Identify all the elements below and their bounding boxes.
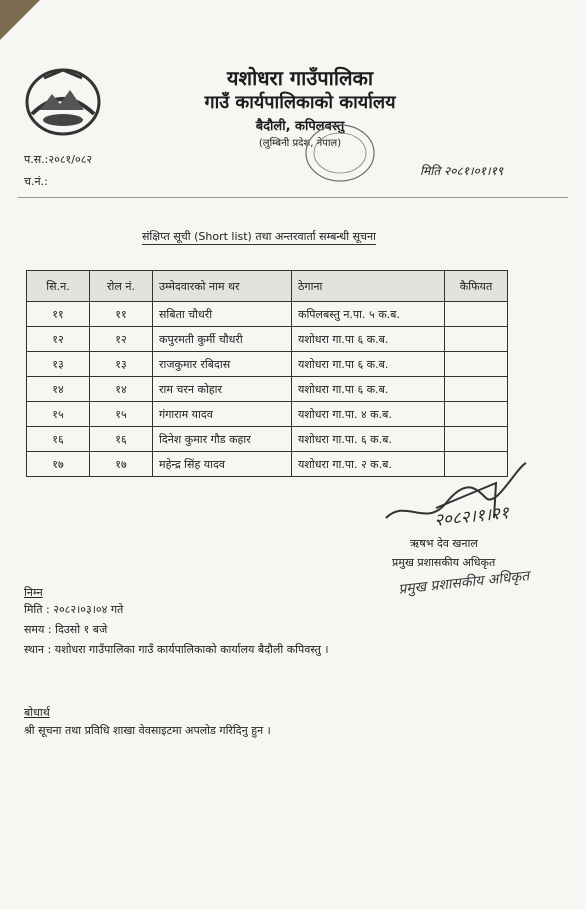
office-title: यशोधरा गाउँपालिका	[226, 66, 374, 90]
shortlist-table	[26, 270, 508, 477]
cell-roll: १३	[90, 352, 153, 377]
chalani-number: च.नं.:	[24, 175, 48, 188]
cell-roll: १५	[90, 402, 153, 427]
office-address: बैदौली, कपिलवस्तु	[255, 119, 345, 134]
cell-roll: १२	[90, 327, 153, 352]
table-row	[27, 302, 508, 327]
cell-serial: ११	[27, 302, 90, 327]
cell-serial: १२	[27, 327, 90, 352]
office-stamp-icon	[300, 118, 380, 188]
cell-remarks	[445, 302, 508, 327]
cell-name: महेन्द्र सिंह यादव	[153, 452, 292, 477]
cell-remarks	[445, 427, 508, 452]
cell-remarks	[445, 377, 508, 402]
office-province: (लुम्बिनी प्रदेश, नेपाल)	[258, 138, 342, 149]
interview-date: मिति : २०८२।०३।०४ गते	[24, 603, 124, 616]
cell-address: यशोधरा गा.पा ६ क.ब.	[292, 352, 445, 377]
cell-roll: ११	[90, 302, 153, 327]
cell-address: यशोधरा गा.पा. ४ क.ब.	[292, 402, 445, 427]
cell-remarks	[445, 352, 508, 377]
cell-name: दिनेश कुमार गौड कहार	[153, 427, 292, 452]
cell-serial: १४	[27, 377, 90, 402]
cell-address: यशोधरा गा.पा. २ क.ब.	[292, 452, 445, 477]
table-row	[27, 402, 508, 427]
col-roll: रोल नं.	[90, 271, 153, 302]
office-subtitle: गाउँ कार्यपालिकाको कार्यालय	[204, 92, 396, 113]
officer-title: प्रमुख प्रशासकीय अधिकृत	[392, 556, 496, 569]
issue-date: मिति २०८१।०१।१९	[420, 164, 504, 178]
handwritten-date: २०८२।१।२१	[433, 503, 510, 531]
table-row	[27, 327, 508, 352]
table-row	[27, 377, 508, 402]
col-name: उम्मेदवारको नाम थर	[153, 271, 292, 302]
boadharth-line: श्री सूचना तथा प्रविधि शाखा वेवसाइटमा अपलोड गरिदिनु हुन ।	[24, 724, 271, 737]
cell-name: गंगाराम यादव	[153, 402, 292, 427]
interview-place: स्थान : यशोधरा गाउँपालिका गाउँ कार्यपालिकाको कार्यालय बैदौली कपिवस्तु ।	[24, 643, 329, 656]
table-header-row	[27, 271, 508, 302]
cell-name: राजकुमार रबिदास	[153, 352, 292, 377]
table-row	[27, 352, 508, 377]
table-row	[27, 427, 508, 452]
cell-address: यशोधरा गा.पा ६ क.ब.	[292, 377, 445, 402]
folded-corner	[0, 0, 40, 40]
cell-remarks	[445, 327, 508, 352]
officer-name: ऋषभ देव खनाल	[410, 537, 478, 550]
cell-address: यशोधरा गा.पा. ६ क.ब.	[292, 427, 445, 452]
government-emblem-icon	[22, 64, 104, 140]
cell-serial: १७	[27, 452, 90, 477]
cell-name: सबिता चौधरी	[153, 302, 292, 327]
handwritten-title: प्रमुख प्रशासकीय अधिकृत	[397, 568, 530, 598]
cell-address: यशोधरा गा.पा ६ क.ब.	[292, 327, 445, 352]
cell-serial: १३	[27, 352, 90, 377]
cell-name: कपुरमती कुर्मी चौधरी	[153, 327, 292, 352]
interview-time: समय : दिउसो १ बजे	[24, 623, 108, 636]
cell-serial: १५	[27, 402, 90, 427]
notice-label: निम्न	[24, 586, 43, 599]
cell-roll: १६	[90, 427, 153, 452]
cell-remarks	[445, 402, 508, 427]
notice-subject: संक्षिप्त सूची (Short list) तथा अन्तरवार्ता सम्बन्धी सूचना	[142, 230, 376, 243]
cell-roll: १७	[90, 452, 153, 477]
boadharth-label: बोधार्थ	[24, 706, 50, 719]
cell-serial: १६	[27, 427, 90, 452]
cell-name: राम चरन कोहार	[153, 377, 292, 402]
cell-roll: १४	[90, 377, 153, 402]
col-remarks: कैफियत	[445, 271, 508, 302]
patra-sankhya: प.स.:२०८१/०८२	[24, 153, 93, 166]
col-serial: सि.न.	[27, 271, 90, 302]
header-divider	[18, 197, 568, 198]
cell-address: कपिलबस्तु न.पा. ५ क.ब.	[292, 302, 445, 327]
col-address: ठेगाना	[292, 271, 445, 302]
